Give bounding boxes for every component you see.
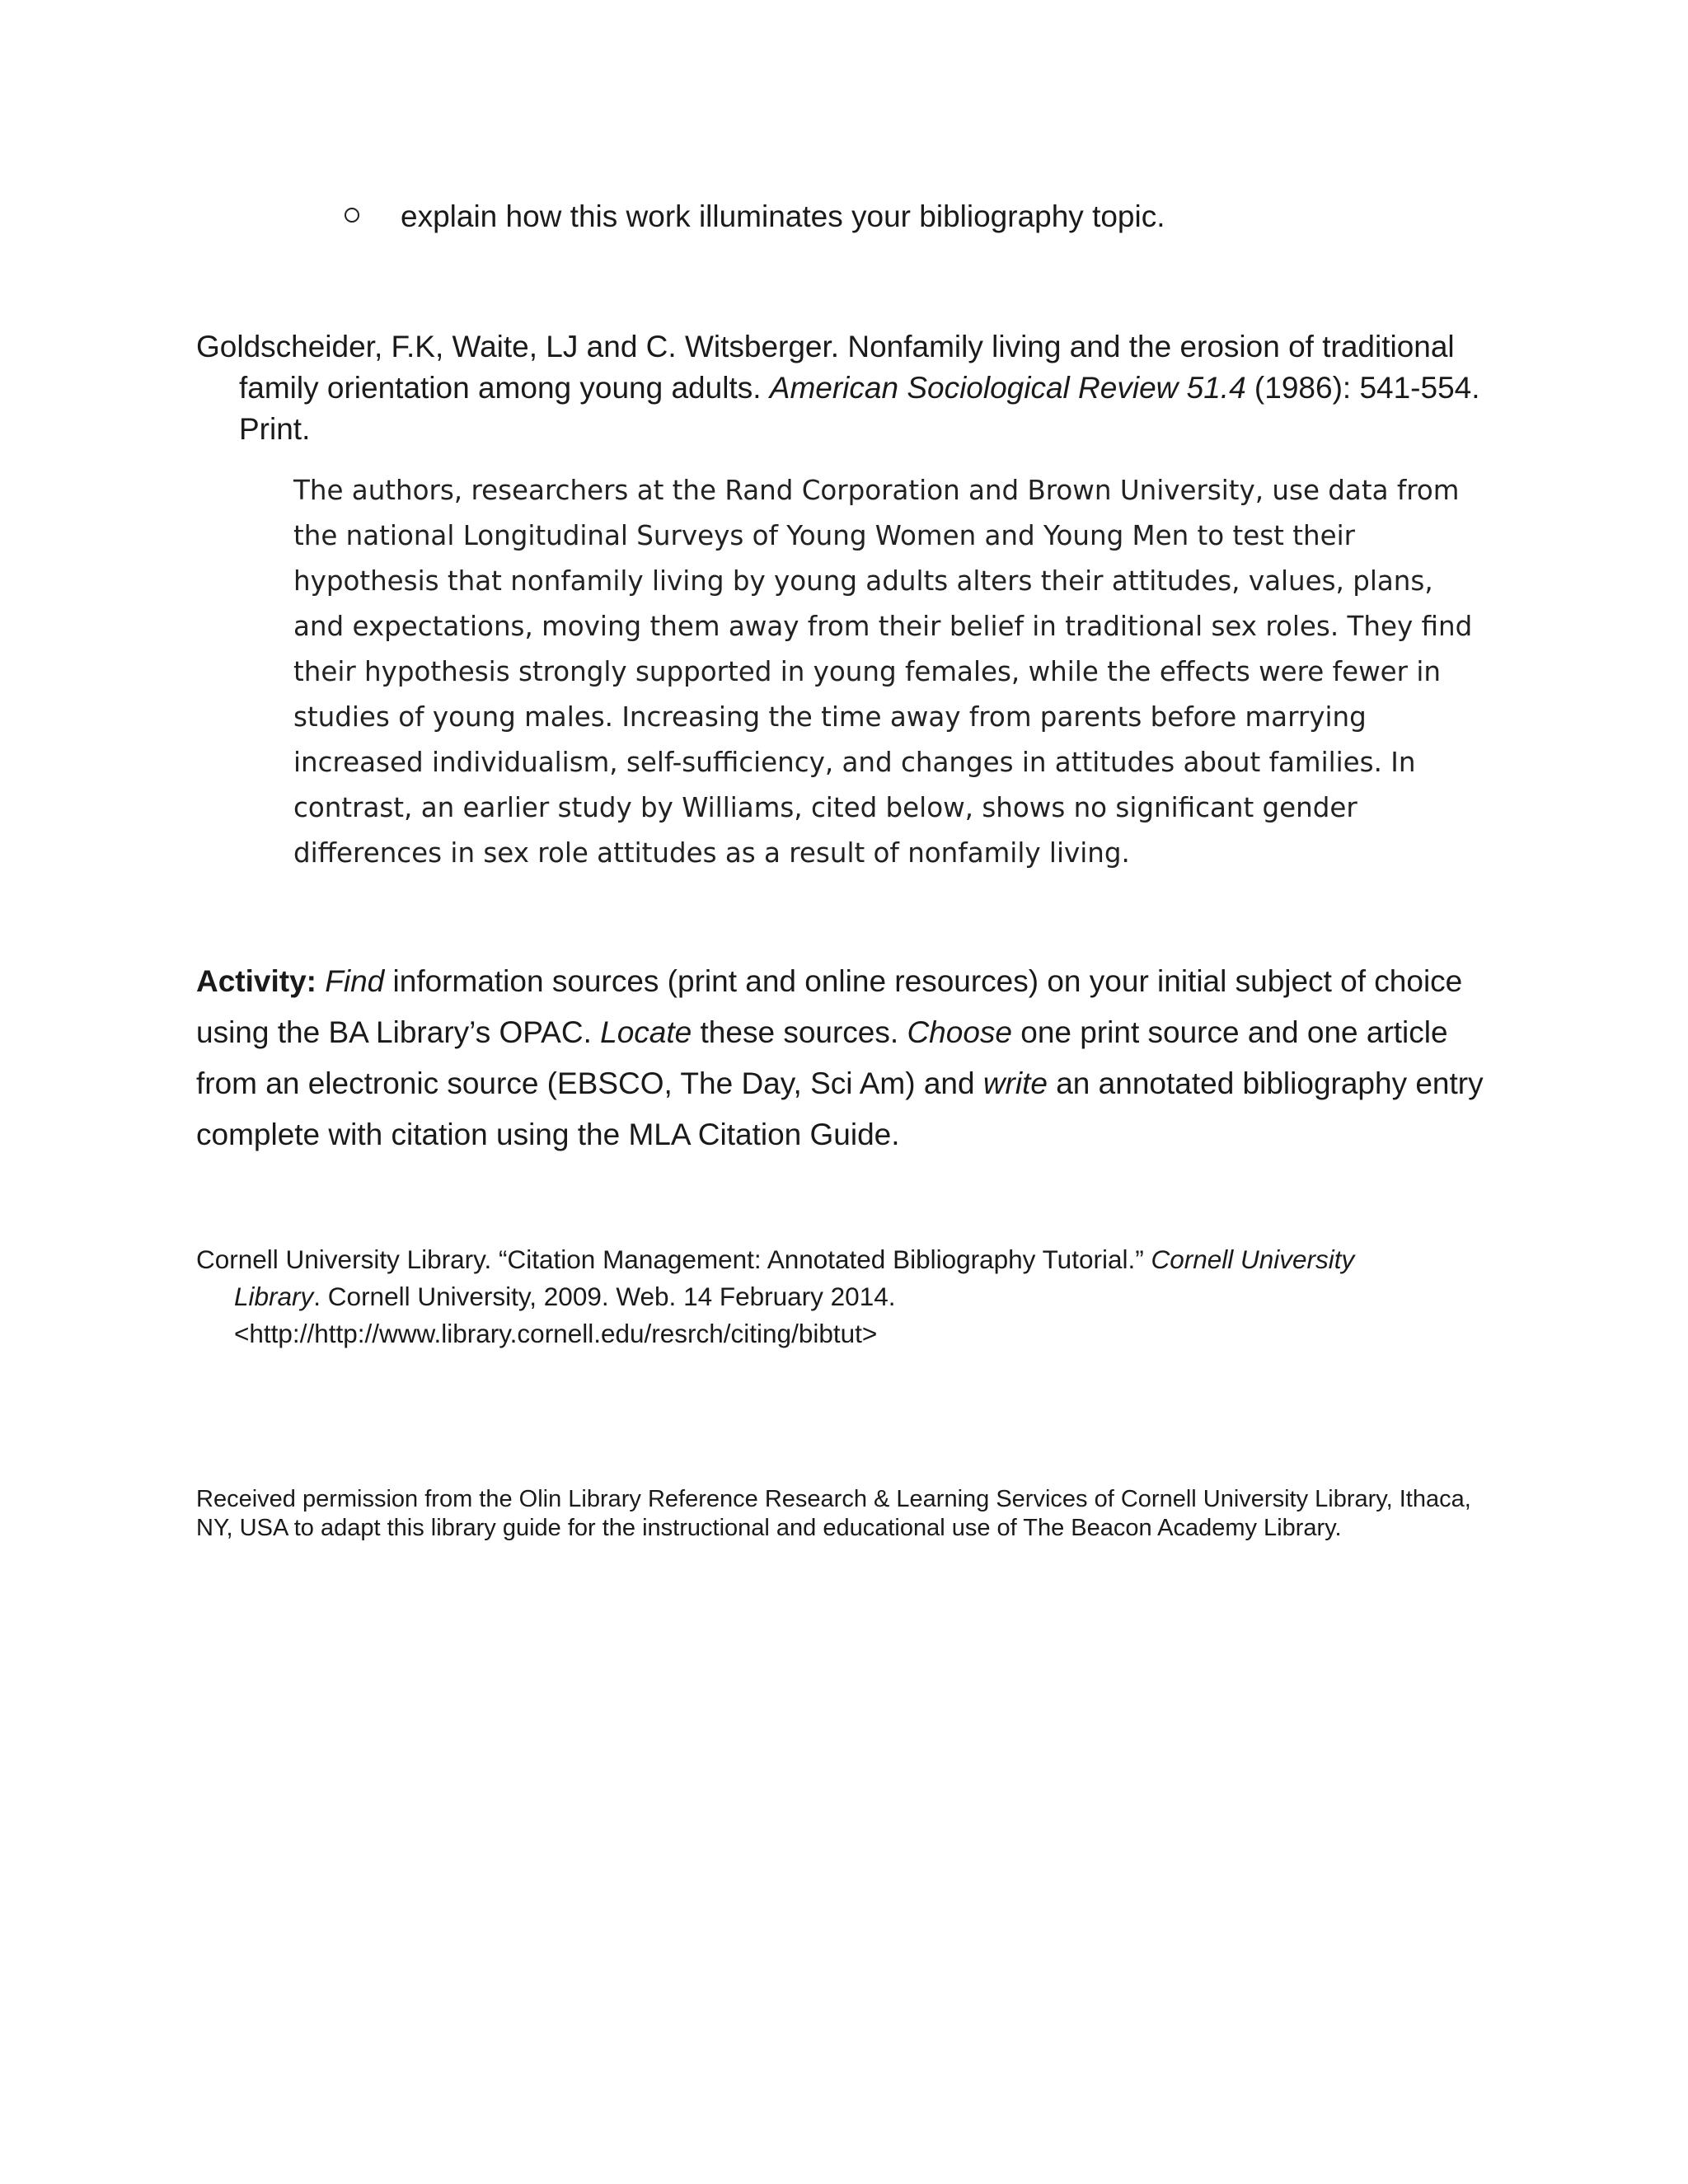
source-citation-prefix: Cornell University Library. “Citation Management: Annotated Bibliography Tutorial.”	[196, 1244, 1151, 1274]
bibliography-citation	[196, 326, 1541, 450]
activity-text-1: information sources (print and online resources) on your initial subject of choice using the BA Library’s OPAC.	[196, 964, 1463, 1049]
activity-locate: Locate	[600, 1015, 692, 1049]
activity-choose: Choose	[907, 1015, 1012, 1049]
source-citation-site: Cornell University Library	[234, 1244, 1355, 1311]
bullet-text: explain how this work illuminates your bibliography topic.	[401, 199, 1165, 233]
permission-note: Received permission from the Olin Library Reference Research & Learning Services of Cornell University Library, Ithaca, NY, USA to adapt this library guide for the instructional and educational use of The Beacon Academy Library.	[196, 1486, 1471, 1541]
citation-authors-title: Goldscheider, F.K, Waite, LJ and C. Witsberger. Nonfamily living and the erosion of traditional family orientation among young adults.	[196, 330, 1455, 405]
activity-label: Activity:	[196, 964, 316, 998]
activity-find: Find	[325, 964, 385, 998]
annotation-paragraph: The authors, researchers at the Rand Corporation and Brown University, use data from the national Longitudinal Surveys of Young Women and Young Men to test their hypothesis that nonfamily living by young adults alters their attitudes, values, plans, and expectations, moving them away from their belief in traditional sex roles. They find their hypothesis strongly supported in young females, while the effects were fewer in studies of young males. Increasing the time away from parents before marrying increased individualism, self-sufficiency, and changes in attitudes about families. In contrast, an earlier study by Williams, cited below, shows no significant gender differences in sex role attitudes as a result of nonfamily living.	[293, 475, 1473, 869]
activity-text-2: these sources.	[692, 1015, 907, 1049]
bullet-item	[345, 196, 1165, 237]
activity-write: write	[982, 1066, 1048, 1100]
source-citation-suffix: . Cornell University, 2009. Web. 14 February 2014.	[313, 1282, 896, 1311]
source-citation	[196, 1241, 1372, 1352]
citation-journal: American Sociological Review 51.4	[769, 371, 1246, 405]
activity-paragraph	[196, 956, 1498, 1160]
hollow-bullet-icon	[345, 208, 359, 223]
citation-details: (1986): 541-554. Print.	[239, 371, 1480, 446]
source-citation-url: <http://http://www.library.cornell.edu/resrch/citing/bibtut>	[234, 1319, 878, 1348]
activity-text-4: an annotated bibliography entry complete with citation using the MLA Citation Guide.	[196, 1066, 1484, 1151]
activity-text-3: one print source and one article from an electronic source (EBSCO, The Day, Sci Am) and	[196, 1015, 1448, 1100]
